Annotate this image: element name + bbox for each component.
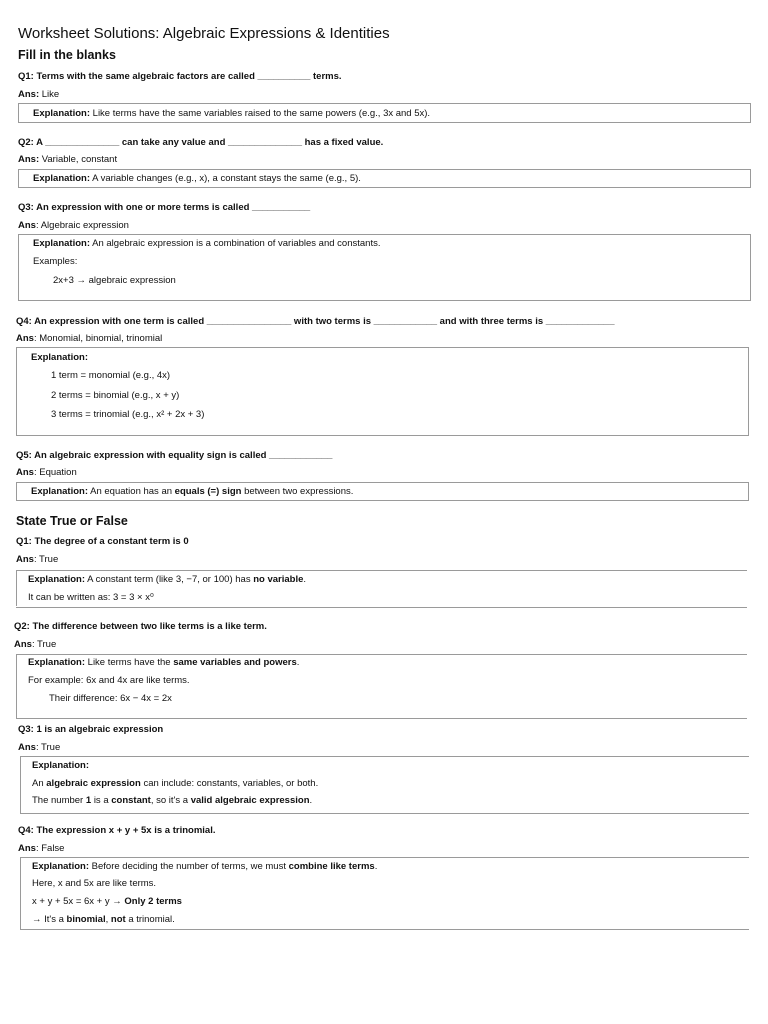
divider <box>20 929 749 930</box>
explanation-text: The number 1 is a constant, so it's a valid algebraic expression. <box>32 795 313 806</box>
explanation-box: Explanation: An equation has an equals (=) sign between two expressions. <box>16 482 749 501</box>
question-text: Q2: A ______________ can take any value and ______________ has a fixed value. <box>18 137 384 148</box>
section-heading-true-false: State True or False <box>16 514 128 528</box>
answer-line: Ans: Algebraic expression <box>18 220 129 231</box>
divider <box>16 570 747 571</box>
answer-line: Ans: True <box>14 639 57 650</box>
divider <box>16 654 747 655</box>
question-text: Q5: An algebraic expression with equality sign is called ____________ <box>16 450 333 461</box>
explanation-text: Explanation: <box>32 760 90 771</box>
explanation-box: Explanation: An algebraic expression is a combination of variables and constants. Examples: 2x+3 → algebraic expression <box>18 234 751 301</box>
answer-line: Ans: Monomial, binomial, trinomial <box>16 333 163 344</box>
explanation-text: Explanation: A constant term (like 3, −7, or 100) has no variable. <box>28 574 307 585</box>
question-text: Q3: 1 is an algebraic expression <box>18 724 164 735</box>
question-text: Q4: An expression with one term is called ________________ with two terms is ____________ and with three terms is _____________ <box>16 316 615 327</box>
divider <box>16 718 747 719</box>
explanation-text: → It's a binomial, not a trinomial. <box>32 914 175 925</box>
explanation-box: Explanation: 1 term = monomial (e.g., 4x) 2 terms = binomial (e.g., x + y) 3 terms = trinomial (e.g., x² + 2x + 3) <box>16 347 749 436</box>
divider <box>16 571 17 606</box>
explanation-text: For example: 6x and 4x are like terms. <box>28 675 190 686</box>
question-text: Q2: The difference between two like terms is a like term. <box>14 621 267 632</box>
explanation-text: Explanation: Before deciding the number of terms, we must combine like terms. <box>32 861 378 872</box>
divider <box>16 654 17 718</box>
answer-line: Ans: True <box>18 742 61 753</box>
explanation-box: Explanation: Like terms have the same variables raised to the same powers (e.g., 3x and 5x). <box>18 103 751 123</box>
question-text: Q1: The degree of a constant term is 0 <box>16 536 189 547</box>
explanation-text: x + y + 5x = 6x + y → Only 2 terms <box>32 896 182 907</box>
explanation-text: It can be written as: 3 = 3 × x⁰ <box>28 592 154 603</box>
divider <box>20 756 749 757</box>
answer-line: Ans: Variable, constant <box>18 154 118 165</box>
explanation-text: Here, x and 5x are like terms. <box>32 878 157 889</box>
divider <box>20 857 749 858</box>
page-title: Worksheet Solutions: Algebraic Expressions & Identities <box>18 25 390 42</box>
divider <box>20 756 21 813</box>
question-text: Q3: An expression with one or more terms is called ___________ <box>18 202 311 213</box>
explanation-text: Explanation: Like terms have the same variables and powers. <box>28 657 300 668</box>
answer-line: Ans: Equation <box>16 467 77 478</box>
divider <box>20 857 21 929</box>
answer-line: Ans: Like <box>18 89 60 100</box>
answer-line: Ans: False <box>18 843 65 854</box>
explanation-text: Their difference: 6x − 4x = 2x <box>49 693 172 704</box>
question-text: Q4: The expression x + y + 5x is a trinomial. <box>18 825 216 836</box>
question-text: Q1: Terms with the same algebraic factors are called __________ terms. <box>18 71 342 82</box>
explanation-text: An algebraic expression can include: constants, variables, or both. <box>32 778 319 789</box>
section-heading-fill-blanks: Fill in the blanks <box>18 48 116 62</box>
divider <box>16 607 747 608</box>
answer-line: Ans: True <box>16 554 59 565</box>
divider <box>20 813 749 814</box>
explanation-box: Explanation: A variable changes (e.g., x), a constant stays the same (e.g., 5). <box>18 169 751 188</box>
